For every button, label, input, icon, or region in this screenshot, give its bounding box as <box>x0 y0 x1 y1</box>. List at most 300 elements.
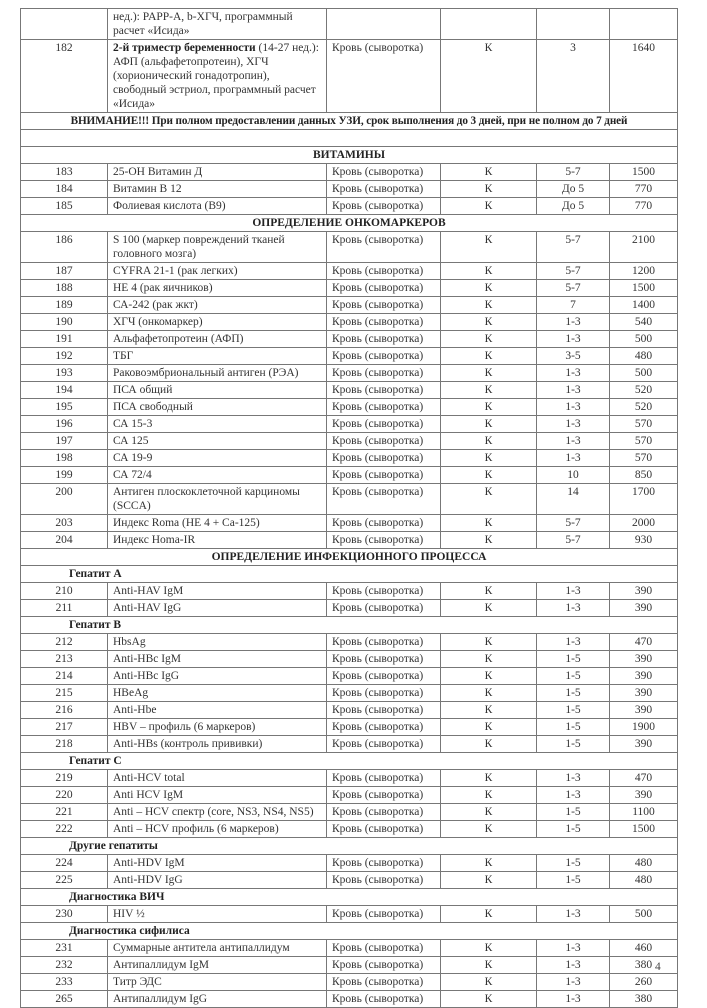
cell-price: 1400 <box>610 297 678 314</box>
cell-type: К <box>441 668 537 685</box>
cell-material: Кровь (сыворотка) <box>327 348 441 365</box>
cell-test-name: СА 72/4 <box>108 467 327 484</box>
cell-type: К <box>441 164 537 181</box>
cell-type: К <box>441 484 537 515</box>
cell-num: 214 <box>21 668 108 685</box>
table-row <box>21 365 678 382</box>
cell-material: Кровь (сыворотка) <box>327 634 441 651</box>
cell-material: Кровь (сыворотка) <box>327 297 441 314</box>
cell-price: 390 <box>610 583 678 600</box>
cell-test-name: CYFRA 21-1 (рак легких) <box>108 263 327 280</box>
cell-price: 2100 <box>610 232 678 263</box>
cell-days: 5-7 <box>537 164 610 181</box>
subsection-title: Гепатит В <box>21 617 678 634</box>
cell-type: К <box>441 450 537 467</box>
cell-num: 191 <box>21 331 108 348</box>
subsection-header <box>21 838 678 855</box>
cell-material: Кровь (сыворотка) <box>327 821 441 838</box>
cell-test-name: HBeAg <box>108 685 327 702</box>
cell-test-name: Антипаллидум IgG <box>108 991 327 1008</box>
cell-num: 213 <box>21 651 108 668</box>
cell-test-name: ХГЧ (онкомаркер) <box>108 314 327 331</box>
cell-test-name: Anti-HAV IgG <box>108 600 327 617</box>
cell-days: 1-5 <box>537 821 610 838</box>
cell-price: 520 <box>610 399 678 416</box>
cell-test-name: СА-242 (рак жкт) <box>108 297 327 314</box>
cell-days <box>537 9 610 40</box>
table-row <box>21 399 678 416</box>
cell-price: 1700 <box>610 484 678 515</box>
cell-material: Кровь (сыворотка) <box>327 651 441 668</box>
cell-test-name: Титр ЭДС <box>108 974 327 991</box>
subsection-header <box>21 617 678 634</box>
subsection-header <box>21 889 678 906</box>
table-row <box>21 787 678 804</box>
cell-material: Кровь (сыворотка) <box>327 532 441 549</box>
cell-test-name: Anti-HCV total <box>108 770 327 787</box>
subsection-title: Другие гепатиты <box>21 838 678 855</box>
cell-test-name: СА 15-3 <box>108 416 327 433</box>
cell-num: 212 <box>21 634 108 651</box>
cell-num: 187 <box>21 263 108 280</box>
table-row-continuation <box>21 9 678 40</box>
cell-num: 219 <box>21 770 108 787</box>
cell-num: 218 <box>21 736 108 753</box>
table-row <box>21 770 678 787</box>
cell-price: 390 <box>610 702 678 719</box>
table-row <box>21 164 678 181</box>
cell-type: К <box>441 940 537 957</box>
cell-test-name: Anti-HBc IgG <box>108 668 327 685</box>
cell-num: 265 <box>21 991 108 1008</box>
cell-price: 390 <box>610 787 678 804</box>
cell-material: Кровь (сыворотка) <box>327 40 441 113</box>
cell-days: 5-7 <box>537 532 610 549</box>
cell-days: 1-5 <box>537 685 610 702</box>
cell-type <box>441 9 537 40</box>
cell-days: 1-3 <box>537 365 610 382</box>
cell-price: 930 <box>610 532 678 549</box>
cell-days: 1-5 <box>537 719 610 736</box>
test-name-rest: (14-27 нед.): АФП (альфафетопротеин), ХГЧ (хорионический гонадотропин), свободный эстриол, программный расчет «Исида» <box>113 42 319 110</box>
cell-test-name: ПСА общий <box>108 382 327 399</box>
cell-price: 1100 <box>610 804 678 821</box>
subsection-title: Гепатит А <box>21 566 678 583</box>
cell-type: К <box>441 433 537 450</box>
cell-price: 390 <box>610 651 678 668</box>
cell-type: К <box>441 804 537 821</box>
cell-test-name: HIV ½ <box>108 906 327 923</box>
cell-material: Кровь (сыворотка) <box>327 515 441 532</box>
cell-days: 1-3 <box>537 940 610 957</box>
cell-test-name: Индекс Homa-IR <box>108 532 327 549</box>
cell-test-name: Фолиевая кислота (В9) <box>108 198 327 215</box>
cell-material: Кровь (сыворотка) <box>327 399 441 416</box>
cell-price: 500 <box>610 906 678 923</box>
table-row <box>21 232 678 263</box>
cell-days: До 5 <box>537 198 610 215</box>
cell-type: К <box>441 232 537 263</box>
cell-test-name: Anti-HBs (контроль прививки) <box>108 736 327 753</box>
cell-material: Кровь (сыворотка) <box>327 991 441 1008</box>
cell-price: 390 <box>610 736 678 753</box>
test-name-bold: 2-й триместр беременности <box>113 42 256 54</box>
table-row <box>21 280 678 297</box>
cell-material: Кровь (сыворотка) <box>327 433 441 450</box>
cell-test-name: Суммарные антитела антипаллидум <box>108 940 327 957</box>
cell-test-name: СА 19-9 <box>108 450 327 467</box>
cell-num: 217 <box>21 719 108 736</box>
cell-price: 1900 <box>610 719 678 736</box>
cell-test-name: 25-ОН Витамин Д <box>108 164 327 181</box>
table-row <box>21 906 678 923</box>
cell-days: 5-7 <box>537 280 610 297</box>
cell-type: К <box>441 365 537 382</box>
table-row <box>21 634 678 651</box>
cell-days: 1-5 <box>537 855 610 872</box>
table-row <box>21 181 678 198</box>
table-row <box>21 974 678 991</box>
cell-days: 1-3 <box>537 634 610 651</box>
table-row <box>21 532 678 549</box>
cell-num: 216 <box>21 702 108 719</box>
cell-num: 230 <box>21 906 108 923</box>
cell-test-name: Anti-Hbe <box>108 702 327 719</box>
cell-num: 215 <box>21 685 108 702</box>
cell-type: К <box>441 297 537 314</box>
cell-num: 225 <box>21 872 108 889</box>
cell-days: 1-3 <box>537 787 610 804</box>
notice-text: ВНИМАНИЕ!!! При полном предоставлении данных УЗИ, срок выполнения до 3 дней, при не полном до 7 дней <box>21 113 678 130</box>
table-row <box>21 600 678 617</box>
cell-test-name: Anti – HCV спектр (core, NS3, NS4, NS5) <box>108 804 327 821</box>
cell-price: 380 <box>610 991 678 1008</box>
cell-num: 224 <box>21 855 108 872</box>
cell-days: 5-7 <box>537 232 610 263</box>
cell-days: 1-5 <box>537 668 610 685</box>
table-row <box>21 668 678 685</box>
cell-num: 182 <box>21 40 108 113</box>
cell-type: К <box>441 532 537 549</box>
cell-num: 197 <box>21 433 108 450</box>
cell-type: К <box>441 198 537 215</box>
cell-material: Кровь (сыворотка) <box>327 600 441 617</box>
blank-row <box>21 130 678 147</box>
table-row <box>21 855 678 872</box>
table-row <box>21 583 678 600</box>
table-row <box>21 702 678 719</box>
cell-days: 14 <box>537 484 610 515</box>
cell-days: 1-3 <box>537 906 610 923</box>
cell-price: 470 <box>610 770 678 787</box>
cell-price: 1500 <box>610 164 678 181</box>
cell-material: Кровь (сыворотка) <box>327 787 441 804</box>
cell-days: 1-3 <box>537 583 610 600</box>
subsection-header <box>21 566 678 583</box>
cell-material: Кровь (сыворотка) <box>327 416 441 433</box>
cell-test-name: S 100 (маркер повреждений тканей головного мозга) <box>108 232 327 263</box>
table-row <box>21 719 678 736</box>
cell-num: 232 <box>21 957 108 974</box>
cell-days: 1-3 <box>537 382 610 399</box>
cell-num: 190 <box>21 314 108 331</box>
cell-test-name: Anti-HBc IgM <box>108 651 327 668</box>
cell-days: 1-3 <box>537 399 610 416</box>
cell-num: 186 <box>21 232 108 263</box>
table-row <box>21 331 678 348</box>
cell-days: 1-3 <box>537 991 610 1008</box>
cell-material: Кровь (сыворотка) <box>327 736 441 753</box>
cell-price: 770 <box>610 198 678 215</box>
cell-price: 390 <box>610 600 678 617</box>
cell-price: 570 <box>610 433 678 450</box>
cell-days: 1-3 <box>537 974 610 991</box>
cell-material: Кровь (сыворотка) <box>327 804 441 821</box>
cell-days: 1-3 <box>537 957 610 974</box>
cell-price: 850 <box>610 467 678 484</box>
cell-price: 1640 <box>610 40 678 113</box>
cell-material: Кровь (сыворотка) <box>327 467 441 484</box>
cell-material: Кровь (сыворотка) <box>327 906 441 923</box>
cell-material: Кровь (сыворотка) <box>327 280 441 297</box>
table-row <box>21 297 678 314</box>
cell-type: К <box>441 280 537 297</box>
cell-material: Кровь (сыворотка) <box>327 583 441 600</box>
cell-days: 1-3 <box>537 331 610 348</box>
cell-days: 5-7 <box>537 515 610 532</box>
cell-material: Кровь (сыворотка) <box>327 685 441 702</box>
cell-price <box>610 9 678 40</box>
cell-num: 198 <box>21 450 108 467</box>
cell-price: 500 <box>610 365 678 382</box>
cell-test-name: Anti – HCV профиль (6 маркеров) <box>108 821 327 838</box>
cell-test-name: Альфафетопротеин (АФП) <box>108 331 327 348</box>
table-row <box>21 804 678 821</box>
cell-type: К <box>441 651 537 668</box>
table-row <box>21 872 678 889</box>
cell-material: Кровь (сыворотка) <box>327 855 441 872</box>
subsection-header <box>21 923 678 940</box>
cell-material: Кровь (сыворотка) <box>327 957 441 974</box>
subsection-title: Гепатит С <box>21 753 678 770</box>
table-row <box>21 736 678 753</box>
cell-num: 221 <box>21 804 108 821</box>
cell-num: 210 <box>21 583 108 600</box>
cell-price: 520 <box>610 382 678 399</box>
cell-material: Кровь (сыворотка) <box>327 484 441 515</box>
cell-material: Кровь (сыворотка) <box>327 702 441 719</box>
cell-test-name: Раковоэмбриональный антиген (РЭА) <box>108 365 327 382</box>
notice-row <box>21 113 678 130</box>
cell-num <box>21 9 108 40</box>
cell-material: Кровь (сыворотка) <box>327 365 441 382</box>
table-row <box>21 263 678 280</box>
cell-price: 380 <box>610 957 678 974</box>
cell-material: Кровь (сыворотка) <box>327 331 441 348</box>
cell-test-name: HBV – профиль (6 маркеров) <box>108 719 327 736</box>
cell-type: К <box>441 821 537 838</box>
cell-material: Кровь (сыворотка) <box>327 198 441 215</box>
cell-type: К <box>441 634 537 651</box>
section-title: ОПРЕДЕЛЕНИЕ ИНФЕКЦИОННОГО ПРОЦЕССА <box>21 549 678 566</box>
cell-price: 390 <box>610 685 678 702</box>
cell-price: 260 <box>610 974 678 991</box>
cell-num: 204 <box>21 532 108 549</box>
cell-num: 233 <box>21 974 108 991</box>
cell-num: 200 <box>21 484 108 515</box>
cell-type: К <box>441 906 537 923</box>
cell-days: До 5 <box>537 181 610 198</box>
table-row <box>21 40 678 113</box>
cell-days: 5-7 <box>537 263 610 280</box>
table-row <box>21 348 678 365</box>
cell-type: К <box>441 974 537 991</box>
cell-days: 3 <box>537 40 610 113</box>
section-header <box>21 549 678 566</box>
cell-price: 1500 <box>610 280 678 297</box>
cell-material: Кровь (сыворотка) <box>327 314 441 331</box>
table-row <box>21 382 678 399</box>
cell-price: 480 <box>610 855 678 872</box>
table-row <box>21 484 678 515</box>
cell-type: К <box>441 719 537 736</box>
section-header <box>21 147 678 164</box>
cell-test-name: HbsAg <box>108 634 327 651</box>
cell-type: К <box>441 855 537 872</box>
cell-type: К <box>441 991 537 1008</box>
section-header <box>21 215 678 232</box>
blank-cell <box>21 130 678 147</box>
cell-material: Кровь (сыворотка) <box>327 450 441 467</box>
cell-num: 203 <box>21 515 108 532</box>
cell-material: Кровь (сыворотка) <box>327 719 441 736</box>
cell-type: К <box>441 736 537 753</box>
cell-days: 1-5 <box>537 804 610 821</box>
cell-test-name: ТБГ <box>108 348 327 365</box>
section-title: ОПРЕДЕЛЕНИЕ ОНКОМАРКЕРОВ <box>21 215 678 232</box>
cell-material: Кровь (сыворотка) <box>327 382 441 399</box>
cell-test-name: НЕ 4 (рак яичников) <box>108 280 327 297</box>
cell-test-name: ПСА свободный <box>108 399 327 416</box>
cell-test-name: Витамин В 12 <box>108 181 327 198</box>
cell-type: К <box>441 348 537 365</box>
cell-type: К <box>441 685 537 702</box>
table-row <box>21 198 678 215</box>
cell-test-name <box>108 40 327 113</box>
cell-type: К <box>441 872 537 889</box>
cell-num: 196 <box>21 416 108 433</box>
page-number: 4 <box>655 961 661 973</box>
cell-price: 770 <box>610 181 678 198</box>
cell-days: 1-3 <box>537 450 610 467</box>
cell-material: Кровь (сыворотка) <box>327 263 441 280</box>
cell-days: 1-5 <box>537 651 610 668</box>
table-row <box>21 515 678 532</box>
cell-material: Кровь (сыворотка) <box>327 232 441 263</box>
cell-days: 1-3 <box>537 600 610 617</box>
table-row <box>21 450 678 467</box>
table-row <box>21 821 678 838</box>
cell-type: К <box>441 515 537 532</box>
cell-price: 540 <box>610 314 678 331</box>
cell-num: 189 <box>21 297 108 314</box>
cell-price: 570 <box>610 416 678 433</box>
cell-test-name: Anti-HDV IgG <box>108 872 327 889</box>
cell-num: 222 <box>21 821 108 838</box>
cell-num: 183 <box>21 164 108 181</box>
cell-days: 7 <box>537 297 610 314</box>
table-row <box>21 314 678 331</box>
cell-days: 1-3 <box>537 416 610 433</box>
cell-type: К <box>441 314 537 331</box>
section-title: ВИТАМИНЫ <box>21 147 678 164</box>
cell-price: 500 <box>610 331 678 348</box>
cell-num: 194 <box>21 382 108 399</box>
cell-type: К <box>441 263 537 280</box>
cell-price: 390 <box>610 668 678 685</box>
subsection-title: Диагностика сифилиса <box>21 923 678 940</box>
cell-price: 1200 <box>610 263 678 280</box>
table-row <box>21 433 678 450</box>
cell-test-name: Anti HCV IgM <box>108 787 327 804</box>
table-row <box>21 467 678 484</box>
cell-test-name: Anti-HAV IgM <box>108 583 327 600</box>
cell-type: К <box>441 331 537 348</box>
cell-price: 570 <box>610 450 678 467</box>
cell-test-name: Anti-HDV IgM <box>108 855 327 872</box>
cell-num: 211 <box>21 600 108 617</box>
cell-type: К <box>441 416 537 433</box>
cell-type: К <box>441 600 537 617</box>
cell-test-name: СА 125 <box>108 433 327 450</box>
cell-price: 480 <box>610 348 678 365</box>
cell-num: 184 <box>21 181 108 198</box>
cell-days: 1-3 <box>537 433 610 450</box>
cell-price: 2000 <box>610 515 678 532</box>
table-row <box>21 940 678 957</box>
subsection-title: Диагностика ВИЧ <box>21 889 678 906</box>
cell-test-name: Антиген плоскоклеточной карциномы (SCCA) <box>108 484 327 515</box>
cell-test-name: Индекс Roma (HE 4 + Ca-125) <box>108 515 327 532</box>
cell-days: 1-5 <box>537 702 610 719</box>
cell-material: Кровь (сыворотка) <box>327 164 441 181</box>
cell-type: К <box>441 467 537 484</box>
price-list-table <box>20 8 678 1008</box>
cell-material: Кровь (сыворотка) <box>327 974 441 991</box>
cell-num: 192 <box>21 348 108 365</box>
subsection-header <box>21 753 678 770</box>
cell-num: 185 <box>21 198 108 215</box>
cell-days: 1-5 <box>537 736 610 753</box>
cell-days: 10 <box>537 467 610 484</box>
table-row <box>21 685 678 702</box>
table-row <box>21 957 678 974</box>
cell-type: К <box>441 583 537 600</box>
cell-price: 460 <box>610 940 678 957</box>
cell-days: 3-5 <box>537 348 610 365</box>
cell-num: 231 <box>21 940 108 957</box>
cell-type: К <box>441 957 537 974</box>
cell-material: Кровь (сыворотка) <box>327 181 441 198</box>
cell-material: Кровь (сыворотка) <box>327 770 441 787</box>
cell-price: 480 <box>610 872 678 889</box>
cell-material: Кровь (сыворотка) <box>327 668 441 685</box>
cell-type: К <box>441 787 537 804</box>
cell-material: Кровь (сыворотка) <box>327 872 441 889</box>
cell-material: Кровь (сыворотка) <box>327 940 441 957</box>
table-row <box>21 651 678 668</box>
cell-num: 193 <box>21 365 108 382</box>
